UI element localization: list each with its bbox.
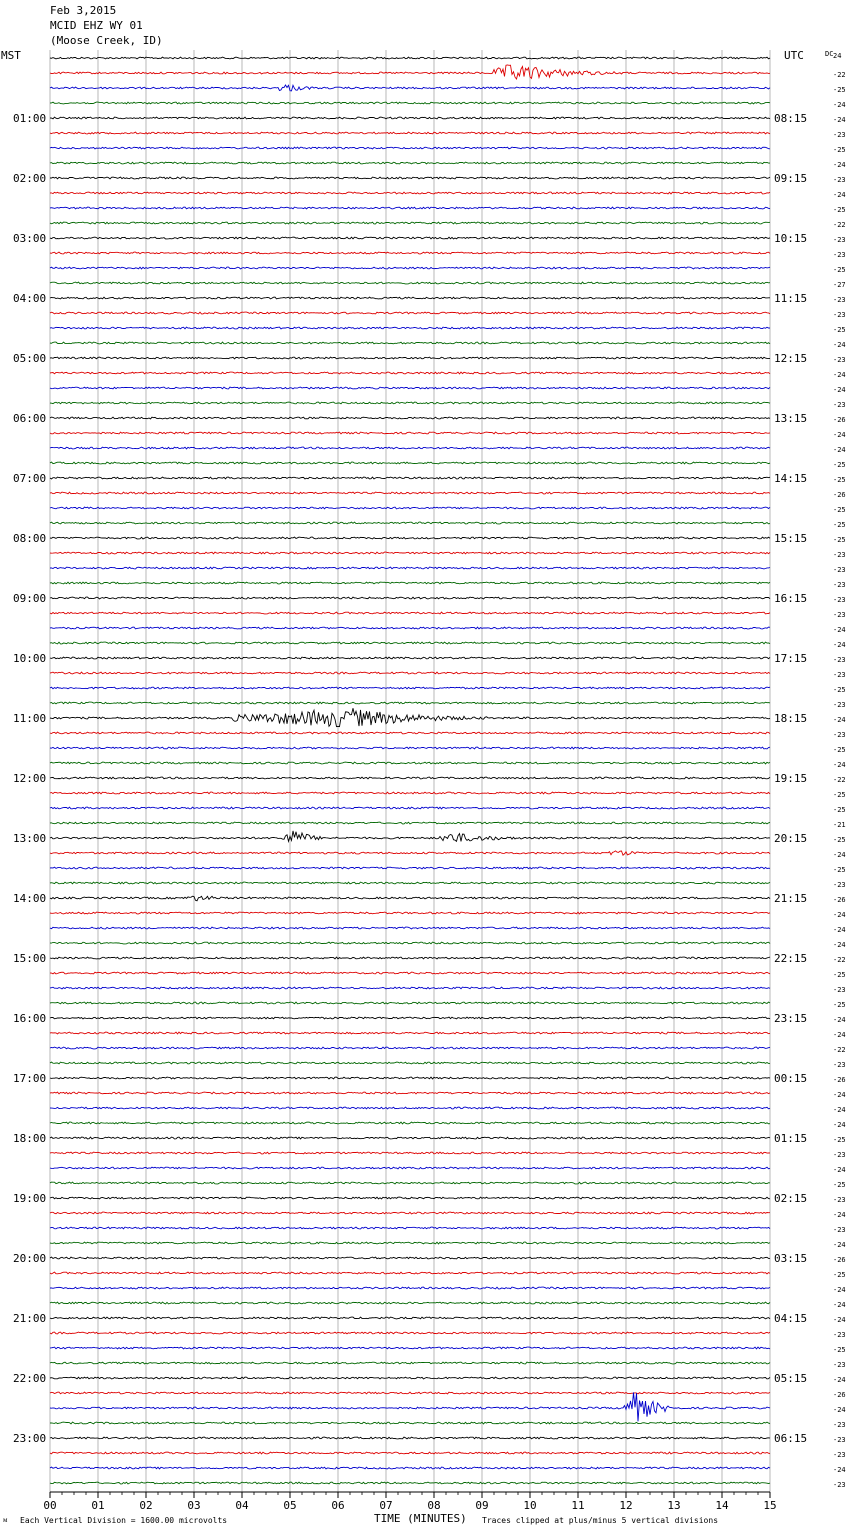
- dc-offset-label: -23: [833, 1331, 846, 1339]
- dc-offset-label: -26: [833, 416, 846, 424]
- dc-offset-label: -25: [833, 206, 846, 214]
- dc-offset-label: -25: [833, 1001, 846, 1009]
- dc-offset-label: -24: [833, 1406, 846, 1414]
- utc-hour-label: 20:15: [774, 832, 808, 845]
- dc-offset-label: -26: [833, 1391, 846, 1399]
- x-tick-label: 07: [379, 1499, 393, 1512]
- trace-row: [50, 1002, 770, 1004]
- dc-offset-label: -22: [833, 71, 846, 79]
- trace-row: [50, 85, 770, 91]
- trace-row: [50, 1032, 770, 1034]
- mst-hour-label: 11:00: [13, 712, 47, 725]
- mst-hour-label: 08:00: [13, 532, 47, 545]
- utc-hour-label: 06:15: [774, 1432, 808, 1445]
- utc-hour-label: 23:15: [774, 1012, 808, 1025]
- dc-offset-label: -23: [833, 551, 846, 559]
- trace-row: [50, 942, 770, 944]
- dc-offset-label: -24: [833, 761, 846, 769]
- dc-offset-label: -24: [833, 1241, 846, 1249]
- dc-offset-label: -23: [833, 1196, 846, 1204]
- dc-offset-label: -25: [833, 971, 846, 979]
- trace-row: [50, 102, 770, 104]
- dc-offset-label: -24: [833, 626, 846, 634]
- trace-row: [50, 1332, 770, 1334]
- trace-row: [50, 822, 770, 824]
- dc-offset-label: -25: [833, 476, 846, 484]
- utc-hour-label: 03:15: [774, 1252, 808, 1265]
- dc-offset-label: -23: [833, 1481, 846, 1489]
- dc-offset-label: -22: [833, 221, 846, 229]
- dc-offset-label: -24: [833, 191, 846, 199]
- trace-row: [50, 792, 770, 794]
- trace-row: [50, 387, 770, 389]
- trace-row: [50, 282, 770, 284]
- dc-offset-label: -23: [833, 656, 846, 664]
- trace-row: [50, 687, 770, 689]
- dc-offset-label: -24: [833, 1211, 846, 1219]
- chart-date: Feb 3,2015: [50, 4, 117, 17]
- trace-row: [50, 987, 770, 989]
- trace-row: [50, 537, 770, 539]
- trace-row: [50, 1212, 770, 1214]
- dc-offset-label: -23: [833, 881, 846, 889]
- dc-offset-label: -24: [833, 1316, 846, 1324]
- trace-row: [50, 1182, 770, 1184]
- trace-row: [50, 552, 770, 554]
- trace-row: [50, 1392, 770, 1421]
- x-tick-label: 00: [43, 1499, 57, 1512]
- mst-hour-label: 14:00: [13, 892, 47, 905]
- trace-row: [50, 417, 770, 419]
- dc-offset-label: -25: [833, 791, 846, 799]
- trace-row: [50, 912, 770, 914]
- trace-row: [50, 1122, 770, 1124]
- trace-row: [50, 1137, 770, 1139]
- trace-row: [50, 1017, 770, 1019]
- x-tick-label: 14: [715, 1499, 729, 1512]
- dc-offset-label: -24: [833, 716, 846, 724]
- trace-row: [50, 1092, 770, 1094]
- trace-row: [50, 1347, 770, 1349]
- mst-hour-label: 17:00: [13, 1072, 47, 1085]
- trace-row: [50, 372, 770, 374]
- dc-offset-label: -24: [833, 446, 846, 454]
- trace-row: [50, 567, 770, 569]
- mst-hour-label: 22:00: [13, 1372, 47, 1385]
- trace-row: [50, 807, 770, 809]
- trace-row: [50, 702, 770, 704]
- utc-hour-label: 02:15: [774, 1192, 808, 1205]
- dc-offset-label: -25: [833, 806, 846, 814]
- dc-offset-label: -24: [833, 926, 846, 934]
- dc-offset-label: -24: [833, 1091, 846, 1099]
- dc-offset-label: -25: [833, 866, 846, 874]
- mst-hour-label: 18:00: [13, 1132, 47, 1145]
- trace-row: [50, 357, 770, 359]
- dc-offset-label: -23: [833, 581, 846, 589]
- trace-row: [50, 867, 770, 869]
- trace-row: [50, 507, 770, 509]
- dc-offset-label: -23: [833, 1151, 846, 1159]
- trace-row: [50, 147, 770, 149]
- trace-row: [50, 327, 770, 329]
- mst-hour-label: 13:00: [13, 832, 47, 845]
- trace-row: [50, 831, 770, 842]
- dc-offset-label: -25: [833, 536, 846, 544]
- trace-row: [50, 1062, 770, 1064]
- mst-hour-label: 23:00: [13, 1432, 47, 1445]
- dc-offset-label: -24: [833, 1466, 846, 1474]
- dc-offset-label: -22: [833, 776, 846, 784]
- trace-row: [50, 582, 770, 584]
- mst-hour-label: 05:00: [13, 352, 47, 365]
- scale-note: Each Vertical Division = 1600.00 microvolts: [20, 1516, 228, 1525]
- dc-offset-label: -24: [833, 161, 846, 169]
- dc-offset-label: -23: [833, 596, 846, 604]
- mst-hour-label: 20:00: [13, 1252, 47, 1265]
- dc-offset-label: -26: [833, 1076, 846, 1084]
- dc-offset-label: -23: [833, 1421, 846, 1429]
- trace-row: [50, 882, 770, 884]
- mst-hour-label: 06:00: [13, 412, 47, 425]
- dc-offset-label: -25: [833, 1136, 846, 1144]
- left-timezone-label: MST: [1, 49, 21, 62]
- trace-row: [50, 462, 770, 464]
- trace-row: [50, 57, 770, 59]
- dc-offset-header: DC: [825, 50, 834, 58]
- utc-hour-label: 17:15: [774, 652, 808, 665]
- utc-hour-label: 21:15: [774, 892, 808, 905]
- x-tick-label: 15: [763, 1499, 777, 1512]
- dc-offset-label: -24: [833, 1301, 846, 1309]
- trace-row: [50, 708, 770, 726]
- dc-offset-label: -25: [833, 146, 846, 154]
- trace-row: [50, 1422, 770, 1424]
- dc-offset-label: -25: [833, 86, 846, 94]
- dc-offset-label: -23: [833, 236, 846, 244]
- dc-offset-label: -26: [833, 1256, 846, 1264]
- trace-row: [50, 972, 770, 974]
- trace-row: [50, 732, 770, 734]
- trace-row: [50, 1317, 770, 1319]
- dc-offset-label: -23: [833, 701, 846, 709]
- dc-offset-label: -24: [833, 851, 846, 859]
- trace-row: [50, 297, 770, 299]
- dc-offset-label: -23: [833, 176, 846, 184]
- trace-row: [50, 1107, 770, 1109]
- x-axis-title: TIME (MINUTES): [374, 1512, 467, 1525]
- trace-row: [50, 522, 770, 524]
- trace-row: [50, 1167, 770, 1169]
- trace-row: [50, 312, 770, 314]
- trace-row: [50, 1437, 770, 1439]
- dc-offset-label: -23: [833, 356, 846, 364]
- trace-row: [50, 432, 770, 434]
- corner-mark: ᴍ: [3, 1516, 8, 1524]
- trace-row: [50, 252, 770, 254]
- x-tick-label: 03: [187, 1499, 201, 1512]
- mst-hour-label: 09:00: [13, 592, 47, 605]
- dc-offset-label: -24: [833, 371, 846, 379]
- trace-row: [50, 1452, 770, 1454]
- dc-offset-label: -24: [833, 341, 846, 349]
- trace-row: [50, 222, 770, 224]
- x-tick-label: 01: [91, 1499, 105, 1512]
- mst-hour-label: 12:00: [13, 772, 47, 785]
- utc-hour-label: 10:15: [774, 232, 808, 245]
- dc-offset-label: -24: [833, 1376, 846, 1384]
- dc-offset-label: -25: [833, 1181, 846, 1189]
- dc-offset-label: -26: [833, 896, 846, 904]
- trace-row: [50, 762, 770, 764]
- dc-offset-label: -24: [833, 116, 846, 124]
- dc-offset-label: -25: [833, 521, 846, 529]
- dc-offset-label: -24: [833, 911, 846, 919]
- utc-hour-label: 00:15: [774, 1072, 808, 1085]
- mst-hour-label: 16:00: [13, 1012, 47, 1025]
- dc-offset-label: -23: [833, 1226, 846, 1234]
- dc-offset-label: -24: [833, 101, 846, 109]
- dc-offset-label: -23: [833, 986, 846, 994]
- dc-offset-label: -23: [833, 311, 846, 319]
- dc-offset-label: -23: [833, 401, 846, 409]
- utc-hour-label: 15:15: [774, 532, 808, 545]
- mst-hour-label: 19:00: [13, 1192, 47, 1205]
- utc-hour-label: 09:15: [774, 172, 808, 185]
- utc-hour-label: 16:15: [774, 592, 808, 605]
- utc-hour-label: 01:15: [774, 1132, 808, 1145]
- utc-hour-label: 05:15: [774, 1372, 808, 1385]
- trace-row: [50, 672, 770, 674]
- trace-row: [50, 777, 770, 779]
- chart-station: MCID EHZ WY 01: [50, 19, 143, 32]
- dc-offset-label: -24: [833, 1031, 846, 1039]
- dc-offset-label: -24: [833, 431, 846, 439]
- dc-offset-label: -23: [833, 1451, 846, 1459]
- mst-hour-label: 10:00: [13, 652, 47, 665]
- trace-row: [50, 1272, 770, 1274]
- x-tick-label: 11: [571, 1499, 585, 1512]
- utc-hour-label: 19:15: [774, 772, 808, 785]
- dc-offset-label: -24: [833, 1166, 846, 1174]
- dc-offset-label: -24: [833, 386, 846, 394]
- dc-offset-label: -24: [833, 1016, 846, 1024]
- mst-hour-label: 21:00: [13, 1312, 47, 1325]
- trace-row: [50, 957, 770, 959]
- trace-row: [50, 1227, 770, 1229]
- utc-hour-label: 18:15: [774, 712, 808, 725]
- trace-row: [50, 896, 770, 901]
- x-tick-label: 06: [331, 1499, 345, 1512]
- utc-hour-label: 12:15: [774, 352, 808, 365]
- dc-offset-label: -25: [833, 836, 846, 844]
- trace-row: [50, 851, 770, 855]
- trace-row: [50, 627, 770, 629]
- dc-offset-label: -24: [833, 641, 846, 649]
- trace-row: [50, 1242, 770, 1244]
- dc-offset-label: -25: [833, 746, 846, 754]
- trace-row: [50, 747, 770, 749]
- trace-row: [50, 267, 770, 269]
- dc-offset-label: -21: [833, 821, 846, 829]
- dc-offset-label: -22: [833, 956, 846, 964]
- trace-row: [50, 132, 770, 134]
- clip-note: Traces clipped at plus/minus 5 vertical divisions: [482, 1516, 719, 1525]
- dc-offset-label: -25: [833, 326, 846, 334]
- trace-row: [50, 237, 770, 239]
- dc-offset-label: -27: [833, 281, 846, 289]
- trace-row: [50, 1377, 770, 1379]
- trace-row: [50, 642, 770, 644]
- mst-hour-label: 07:00: [13, 472, 47, 485]
- chart-location: (Moose Creek, ID): [50, 34, 163, 47]
- dc-offset-label: -24: [833, 1286, 846, 1294]
- dc-offset-label: -23: [833, 566, 846, 574]
- dc-offset-label: -25: [833, 1346, 846, 1354]
- dc-offset-label: -23: [833, 1061, 846, 1069]
- trace-row: [50, 927, 770, 929]
- trace-row: [50, 117, 770, 119]
- x-tick-label: 08: [427, 1499, 441, 1512]
- trace-row: [50, 162, 770, 164]
- trace-row: [50, 177, 770, 179]
- trace-row: [50, 477, 770, 479]
- trace-row: [50, 1482, 770, 1484]
- trace-row: [50, 402, 770, 404]
- utc-hour-label: 13:15: [774, 412, 808, 425]
- trace-row: [50, 1047, 770, 1049]
- dc-offset-label: -25: [833, 1271, 846, 1279]
- dc-offset-label: -23: [833, 131, 846, 139]
- utc-hour-label: 08:15: [774, 112, 808, 125]
- trace-row: [50, 1257, 770, 1259]
- trace-row: [50, 192, 770, 194]
- trace-row: [50, 1197, 770, 1199]
- utc-hour-label: 22:15: [774, 952, 808, 965]
- dc-offset-label: -23: [833, 1436, 846, 1444]
- dc-offset-label: -24: [833, 1106, 846, 1114]
- trace-row: [50, 447, 770, 449]
- trace-row: [50, 597, 770, 599]
- dc-offset-label: -23: [833, 731, 846, 739]
- trace-row: [50, 492, 770, 494]
- dc-offset-label: -25: [833, 506, 846, 514]
- trace-row: [50, 1302, 770, 1304]
- dc-offset-label: -23: [833, 671, 846, 679]
- dc-offset-label: -23: [833, 1361, 846, 1369]
- utc-hour-label: 04:15: [774, 1312, 808, 1325]
- trace-row: [50, 207, 770, 209]
- x-tick-label: 12: [619, 1499, 633, 1512]
- right-timezone-label: UTC: [784, 49, 804, 62]
- dc-offset-label: -24: [833, 941, 846, 949]
- dc-offset-label: 24: [833, 52, 842, 60]
- dc-offset-label: -24: [833, 1121, 846, 1129]
- trace-row: [50, 1392, 770, 1394]
- mst-hour-label: 04:00: [13, 292, 47, 305]
- x-tick-label: 13: [667, 1499, 681, 1512]
- dc-offset-label: -25: [833, 266, 846, 274]
- utc-hour-label: 14:15: [774, 472, 808, 485]
- mst-hour-label: 15:00: [13, 952, 47, 965]
- x-tick-label: 09: [475, 1499, 489, 1512]
- x-tick-label: 04: [235, 1499, 249, 1512]
- mst-hour-label: 01:00: [13, 112, 47, 125]
- trace-row: [50, 612, 770, 614]
- trace-row: [50, 657, 770, 659]
- x-tick-label: 02: [139, 1499, 153, 1512]
- x-tick-label: 05: [283, 1499, 297, 1512]
- dc-offset-label: -23: [833, 611, 846, 619]
- trace-row: [50, 1467, 770, 1469]
- dc-offset-label: -25: [833, 686, 846, 694]
- dc-offset-label: -25: [833, 461, 846, 469]
- mst-hour-label: 02:00: [13, 172, 47, 185]
- trace-row: [50, 342, 770, 344]
- x-tick-label: 10: [523, 1499, 537, 1512]
- trace-row: [50, 1287, 770, 1289]
- mst-hour-label: 03:00: [13, 232, 47, 245]
- trace-row: [50, 65, 770, 79]
- trace-row: [50, 1077, 770, 1079]
- dc-offset-label: -23: [833, 251, 846, 259]
- dc-offset-label: -26: [833, 491, 846, 499]
- dc-offset-label: -23: [833, 296, 846, 304]
- utc-hour-label: 11:15: [774, 292, 808, 305]
- trace-row: [50, 1152, 770, 1154]
- dc-offset-label: -22: [833, 1046, 846, 1054]
- trace-row: [50, 1362, 770, 1364]
